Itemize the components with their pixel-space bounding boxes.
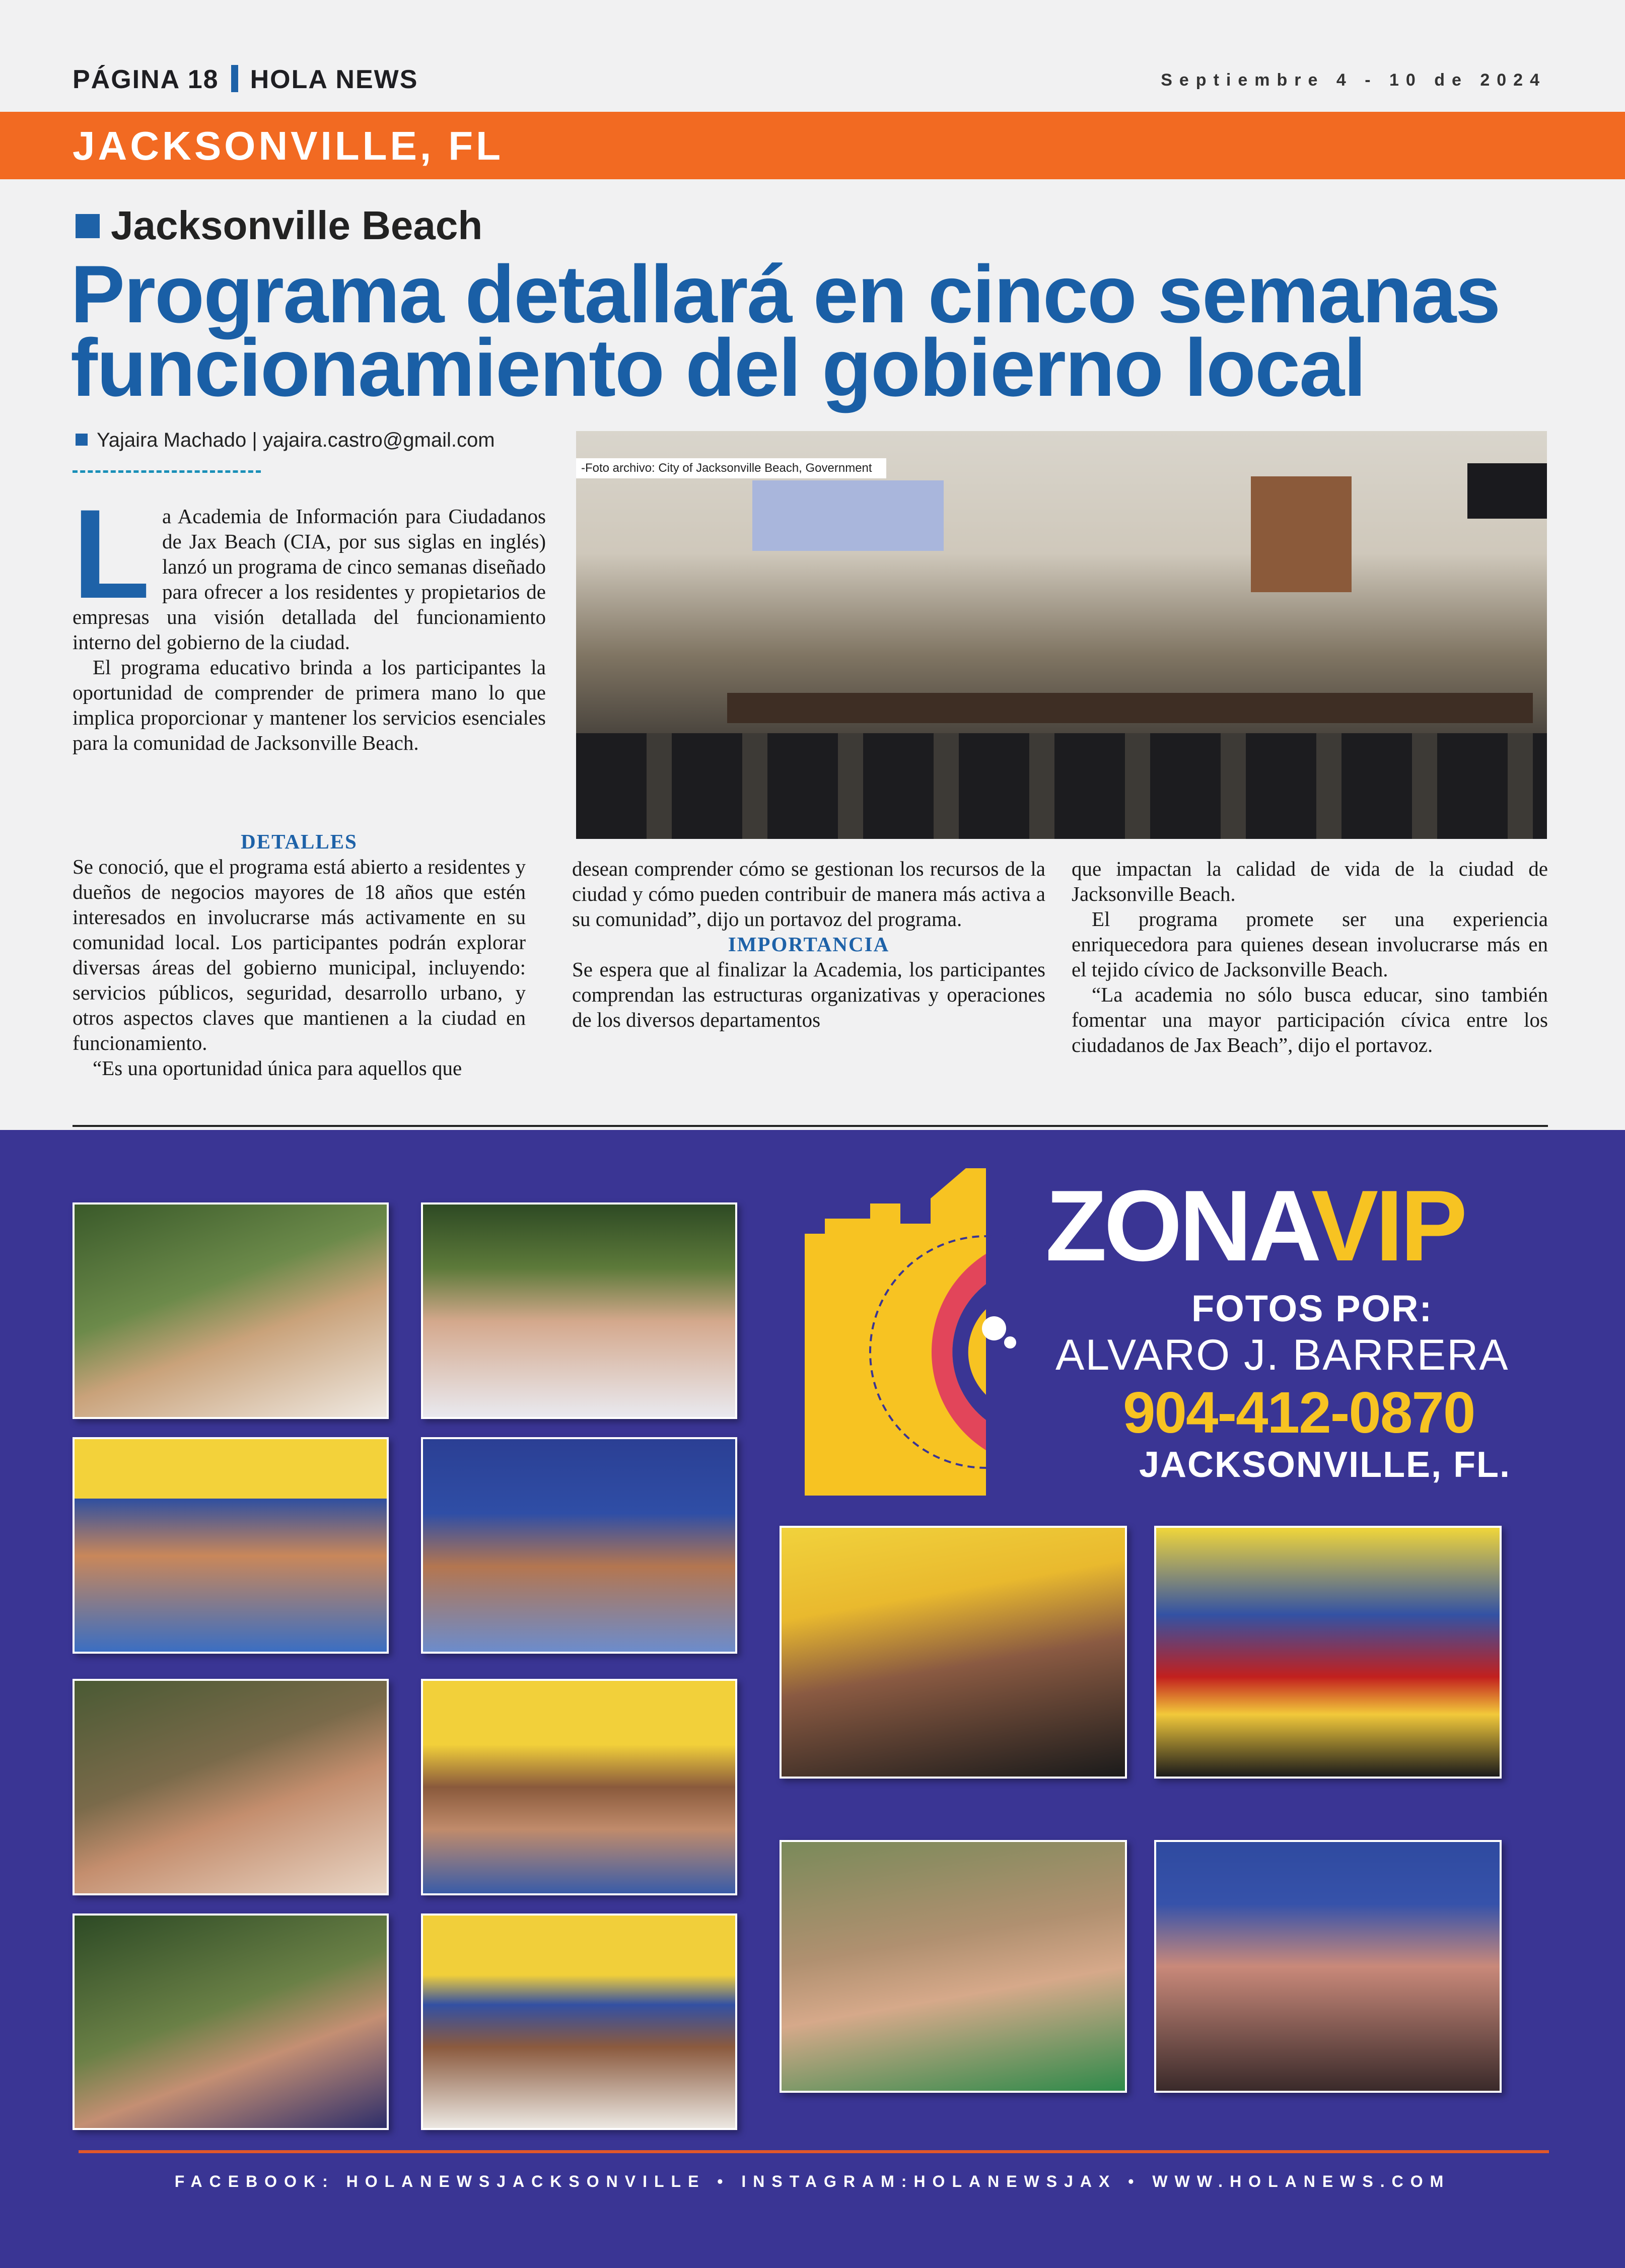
event-photo — [73, 1437, 389, 1654]
article-column-1 — [73, 829, 526, 1081]
section-label — [76, 202, 482, 249]
photographer-city: JACKSONVILLE, FL. — [1139, 1445, 1511, 1485]
photographer-name: ALVARO J. BARRERA — [1055, 1331, 1509, 1379]
byline-rule — [73, 470, 261, 473]
footer-rule — [79, 2150, 1549, 2153]
event-photo — [421, 1679, 737, 1895]
section-square-icon — [76, 214, 100, 238]
city-banner-label: JACKSONVILLE, FL — [73, 123, 504, 168]
page-header — [73, 64, 418, 95]
article-column-2 — [572, 856, 1045, 1032]
social-footer: FACEBOOK: HOLANEWSJACKSONVILLE • INSTAGRAM:HOLANEWSJAX • WWW.HOLANEWS.COM — [174, 2172, 1451, 2190]
room-doors — [1251, 476, 1352, 592]
article-paragraph: a Academia de Información para Ciudadanos de Jax Beach (CIA, por sus siglas en inglés) lanzó un programa de cinco semanas diseñado para ofrecer a los residentes y propietarios de empresas una visión detallada del funcionamiento interno del gobierno de la ciudad. — [73, 505, 546, 654]
fotos-por-label: FOTOS POR: — [1191, 1288, 1433, 1329]
logo-zona: ZONA — [1045, 1170, 1311, 1282]
wall-tv — [1467, 463, 1547, 519]
article-paragraph: El programa educativo brinda a los participantes la oportunidad de comprender de primera mano lo que implica proporcionar y mantener los servicios esenciales para la comunidad de Jacksonville Beach. — [73, 656, 546, 754]
publication-name: HOLA NEWS — [250, 65, 418, 94]
byline — [76, 429, 495, 452]
event-photo — [780, 1526, 1127, 1779]
section-divider — [73, 1125, 1548, 1127]
article-paragraph: desean comprender cómo se gestionan los recursos de la ciudad y cómo pueden contribuir de manera más activa a su comunidad”, dijo un portavoz del programa. — [572, 857, 1045, 931]
event-photo — [73, 1913, 389, 2130]
logo-vip: VIP — [1311, 1170, 1465, 1282]
event-photo — [1154, 1526, 1502, 1779]
event-photo — [1154, 1840, 1502, 2093]
drop-cap: L — [73, 483, 150, 625]
page-number: PÁGINA 18 — [73, 65, 219, 94]
zona-vip-logo — [1045, 1168, 1464, 1284]
phone-number: 904-412-0870 — [1123, 1380, 1475, 1445]
event-photo — [421, 1913, 737, 2130]
camera-logo-icon — [805, 1168, 1030, 1496]
byline-text: Yajaira Machado | yajaira.castro@gmail.com — [97, 429, 495, 451]
conference-table — [727, 693, 1533, 723]
event-photo — [421, 1202, 737, 1419]
header-divider — [231, 65, 238, 92]
chairs-row — [576, 733, 1547, 839]
projector-screen — [752, 480, 944, 551]
article-paragraph: “Es una oportunidad única para aquellos que — [93, 1056, 462, 1080]
section-label-text: Jacksonville Beach — [111, 203, 483, 248]
article-paragraph: que impactan la calidad de vida de la ciudad de Jacksonville Beach. — [1072, 857, 1548, 905]
event-photo — [73, 1679, 389, 1895]
event-photo — [421, 1437, 737, 1654]
issue-date: Septiembre 4 - 10 de 2024 — [1161, 70, 1546, 90]
subhead-detalles: DETALLES — [241, 830, 358, 853]
article-paragraph: El programa promete ser una experiencia enriquecedora para quienes desean involucrarse más en el tejido cívico de Jacksonville Beach. — [1072, 907, 1548, 981]
article-paragraph: “La academia no sólo busca educar, sino también fomentar una mayor participación cívica entre los ciudadanos de Jax Beach”, dijo el portavoz. — [1072, 983, 1548, 1056]
article-column-3 — [1072, 856, 1548, 1057]
article-column-1-top — [73, 483, 546, 755]
article-headline: Programa detallará en cinco semanas funcionamiento del gobierno local — [70, 249, 1500, 413]
event-photo — [73, 1202, 389, 1419]
article-paragraph: Se conoció, que el programa está abierto a residentes y dueños de negocios mayores de 18 años que estén interesados en involucrarse más activamente en su comunidad local. Los participantes podrán explorar diversas áreas del gobierno municipal, incluyendo: servicios públicos, seguridad, desarrollo urbano, y otros aspectos claves que mantienen a la ciudad en funcionamiento. — [73, 855, 526, 1054]
event-photo — [780, 1840, 1127, 2093]
city-banner — [0, 112, 1625, 179]
subhead-importancia: IMPORTANCIA — [728, 933, 890, 956]
article-photo — [576, 431, 1547, 839]
photo-caption: -Foto archivo: City of Jacksonville Beach, Government — [576, 458, 886, 478]
byline-square-icon — [76, 434, 88, 446]
article-paragraph: Se espera que al finalizar la Academia, los participantes comprendan las estructuras organizativas y operaciones de los diversos departamentos — [572, 958, 1045, 1031]
